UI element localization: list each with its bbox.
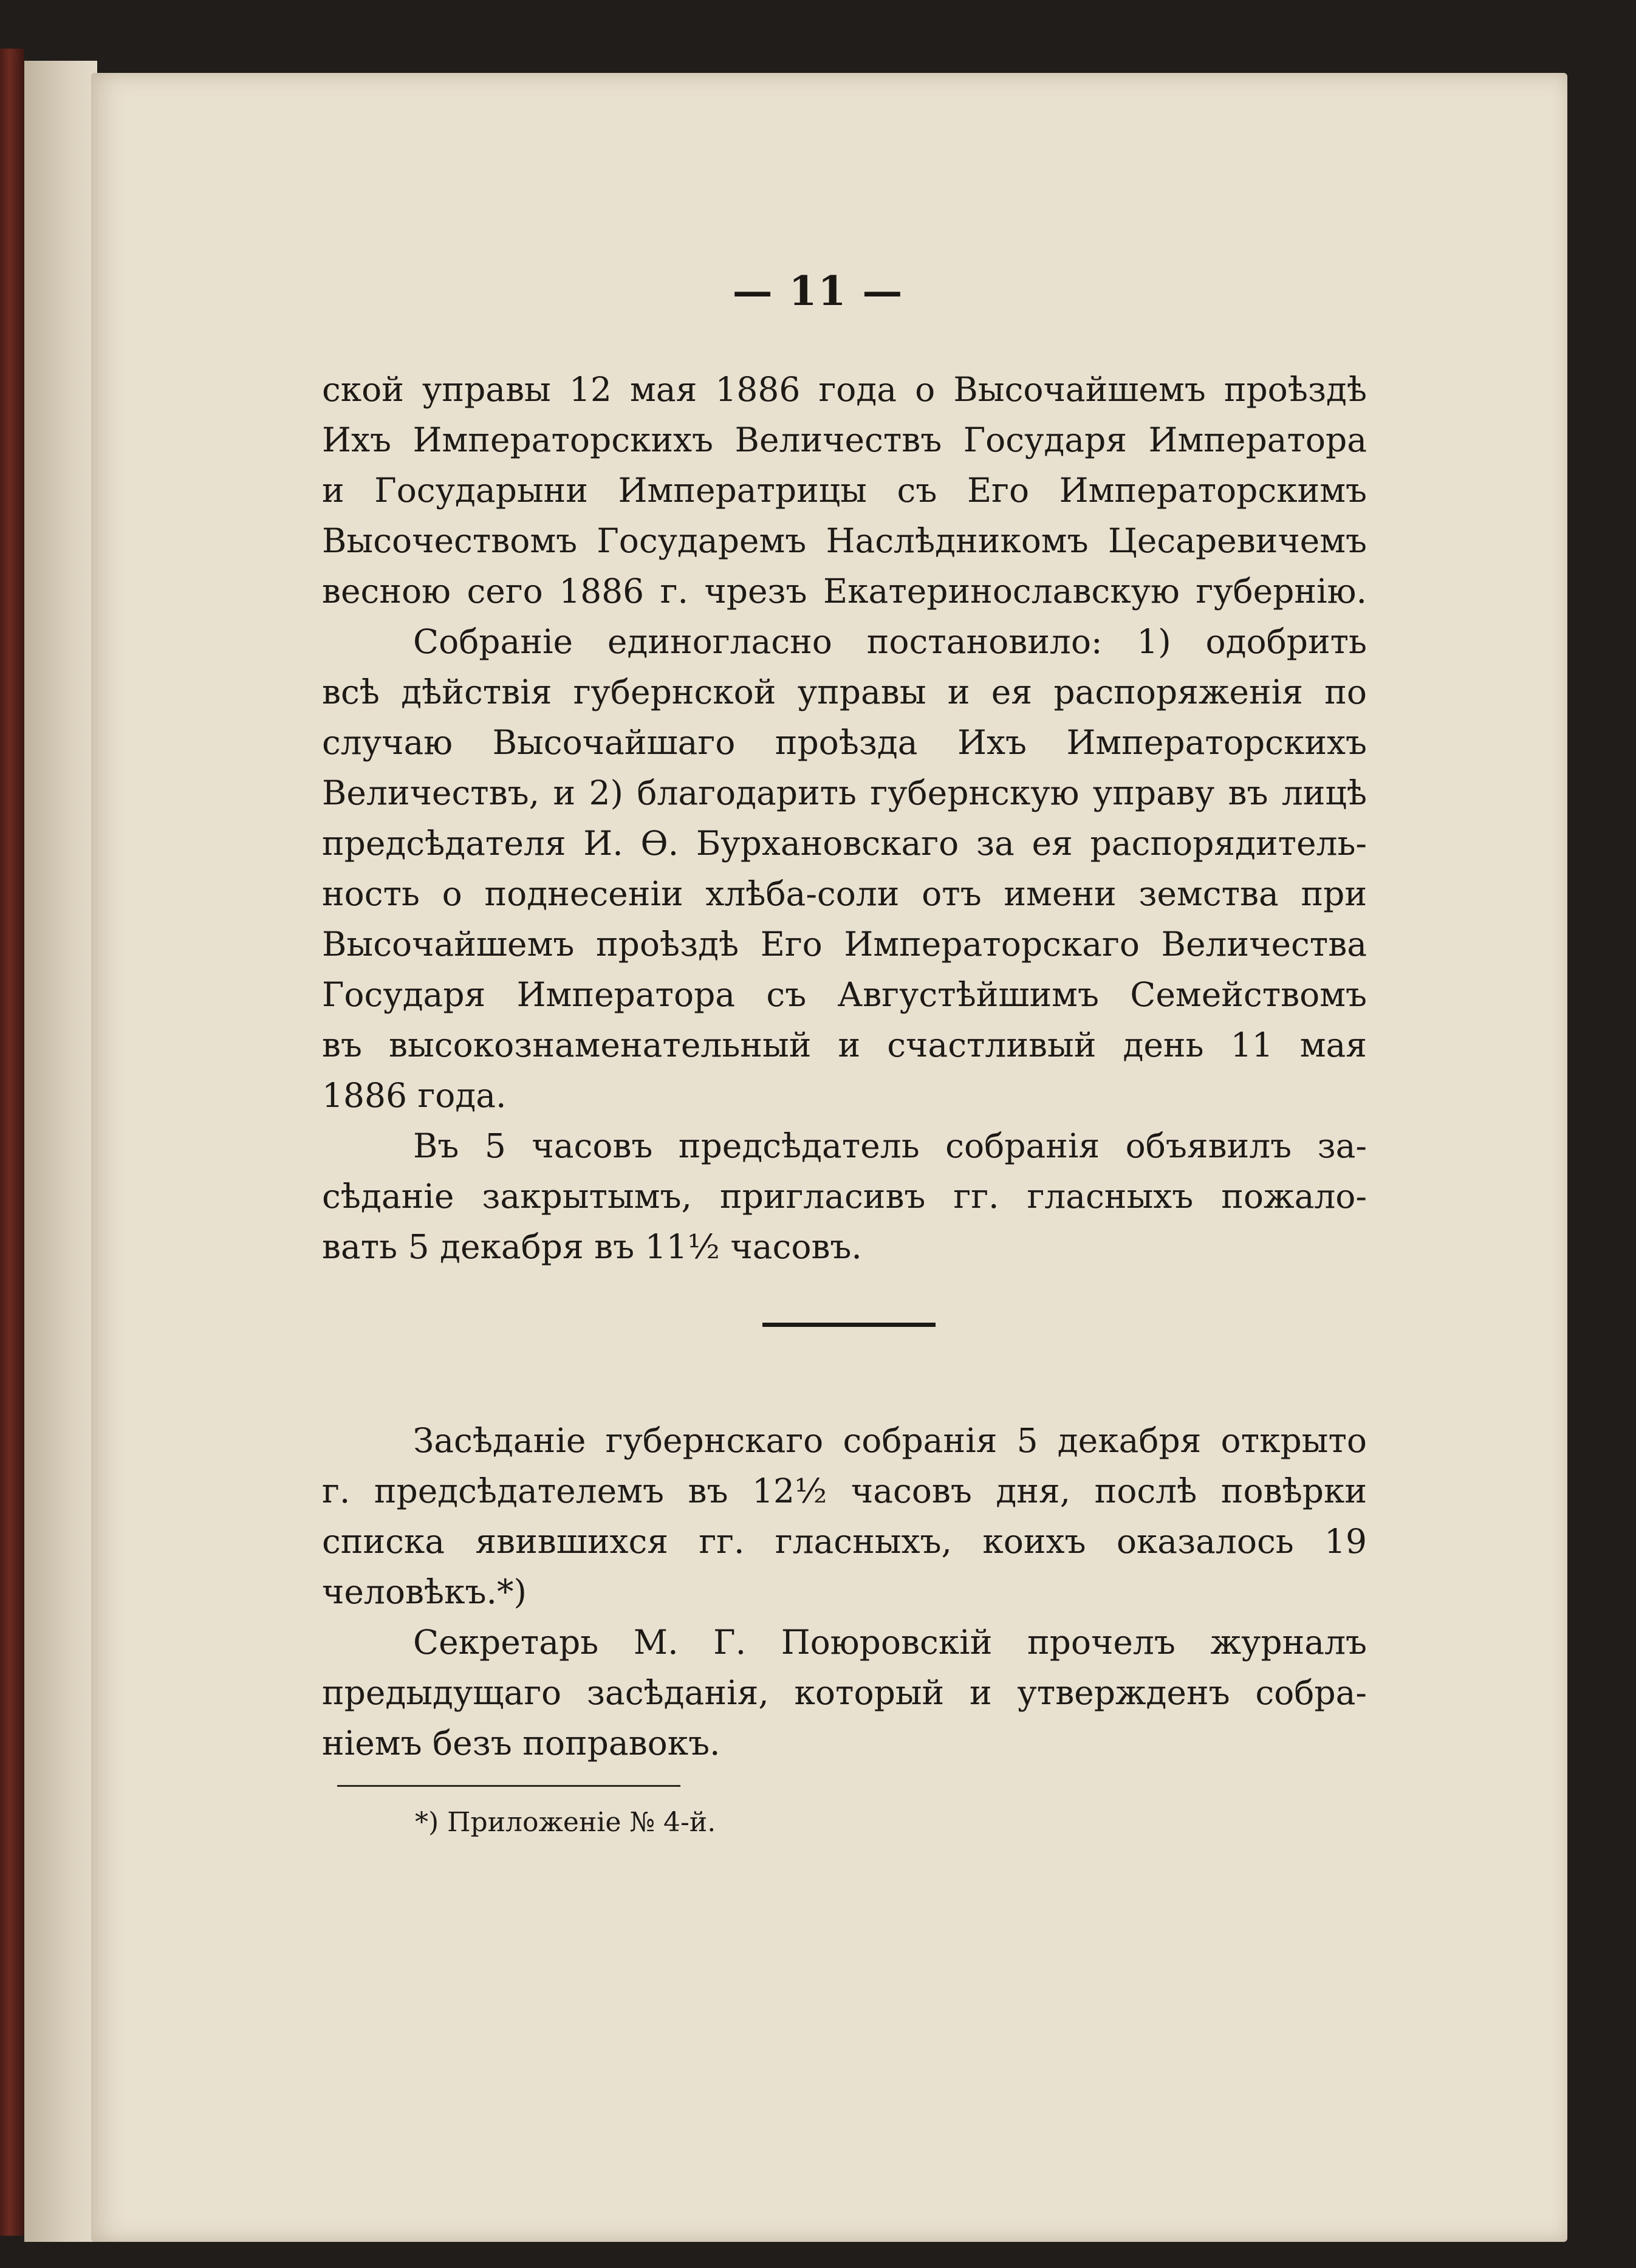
book-spine [0,49,24,2236]
text-line: Высочайшемъ проѣздѣ Его Императорскаго Величества [322,925,1367,964]
text-line: сѣданіе закрытымъ, пригласивъ гг. гласныхъ пожало- [322,1177,1367,1216]
paragraph-opening [322,1416,1367,1617]
text-line: человѣкъ.*) [322,1572,527,1611]
text-line: всѣ дѣйствія губернской управы и ея распоряженія по [322,673,1367,711]
paragraph-closing [322,1121,1367,1272]
text-line: и Государыни Императрицы съ Его Императорскимъ [322,471,1367,510]
text-line: Высочествомъ Государемъ Наслѣдникомъ Цесаревичемъ [322,521,1367,560]
text-line: Величествъ, и 2) благодарить губернскую управу въ лицѣ [322,773,1367,812]
footnote-rule [337,1785,680,1787]
text-line: Секретарь М. Г. Поюровскій прочелъ журналъ [413,1623,1367,1662]
text-line: Государя Императора съ Августѣйшимъ Семействомъ [322,975,1367,1014]
text-line: предыдущаго засѣданія, который и утвержденъ собра- [322,1673,1367,1712]
text-line: ской управы 12 мая 1886 года о Высочайшемъ проѣздѣ [322,370,1367,409]
text-line: ность о поднесеніи хлѣба-соли отъ имени земства при [322,874,1367,913]
section-divider [762,1323,936,1327]
text-line: г. предсѣдателемъ въ 12½ часовъ дня, послѣ повѣрки [322,1471,1367,1510]
page-stack-edge [24,61,97,2242]
text-line: вать 5 декабря въ 11½ часовъ. [322,1227,862,1266]
text-line: предсѣдателя И. Ѳ. Бурхановскаго за ея распорядитель- [322,824,1367,863]
text-line: списка явившихся гг. гласныхъ, коихъ оказалось 19 [322,1522,1367,1561]
text-line: 1886 года. [322,1076,507,1115]
text-line: въ высокознаменательный и счастливый день 11 мая [322,1026,1367,1064]
text-line: Засѣданіе губернскаго собранія 5 декабря открыто [413,1421,1367,1460]
text-line: ніемъ безъ поправокъ. [322,1724,720,1763]
text-line: случаю Высочайшаго проѣзда Ихъ Императорскихъ [322,723,1367,762]
text-line: весною сего 1886 г. чрезъ Екатеринославскую губернію. [322,572,1367,611]
page-number: — 11 — [732,267,904,315]
footnote: *) Приложеніе № 4-й. [415,1807,716,1838]
paragraph-secretary [322,1617,1367,1769]
text-line: Собраніе единогласно постановило: 1) одобрить [413,622,1367,661]
paragraph-resolution [322,365,1367,1121]
text-line: Въ 5 часовъ предсѣдатель собранія объявилъ за- [413,1126,1367,1165]
text-line: Ихъ Императорскихъ Величествъ Государя Императора [322,420,1367,459]
